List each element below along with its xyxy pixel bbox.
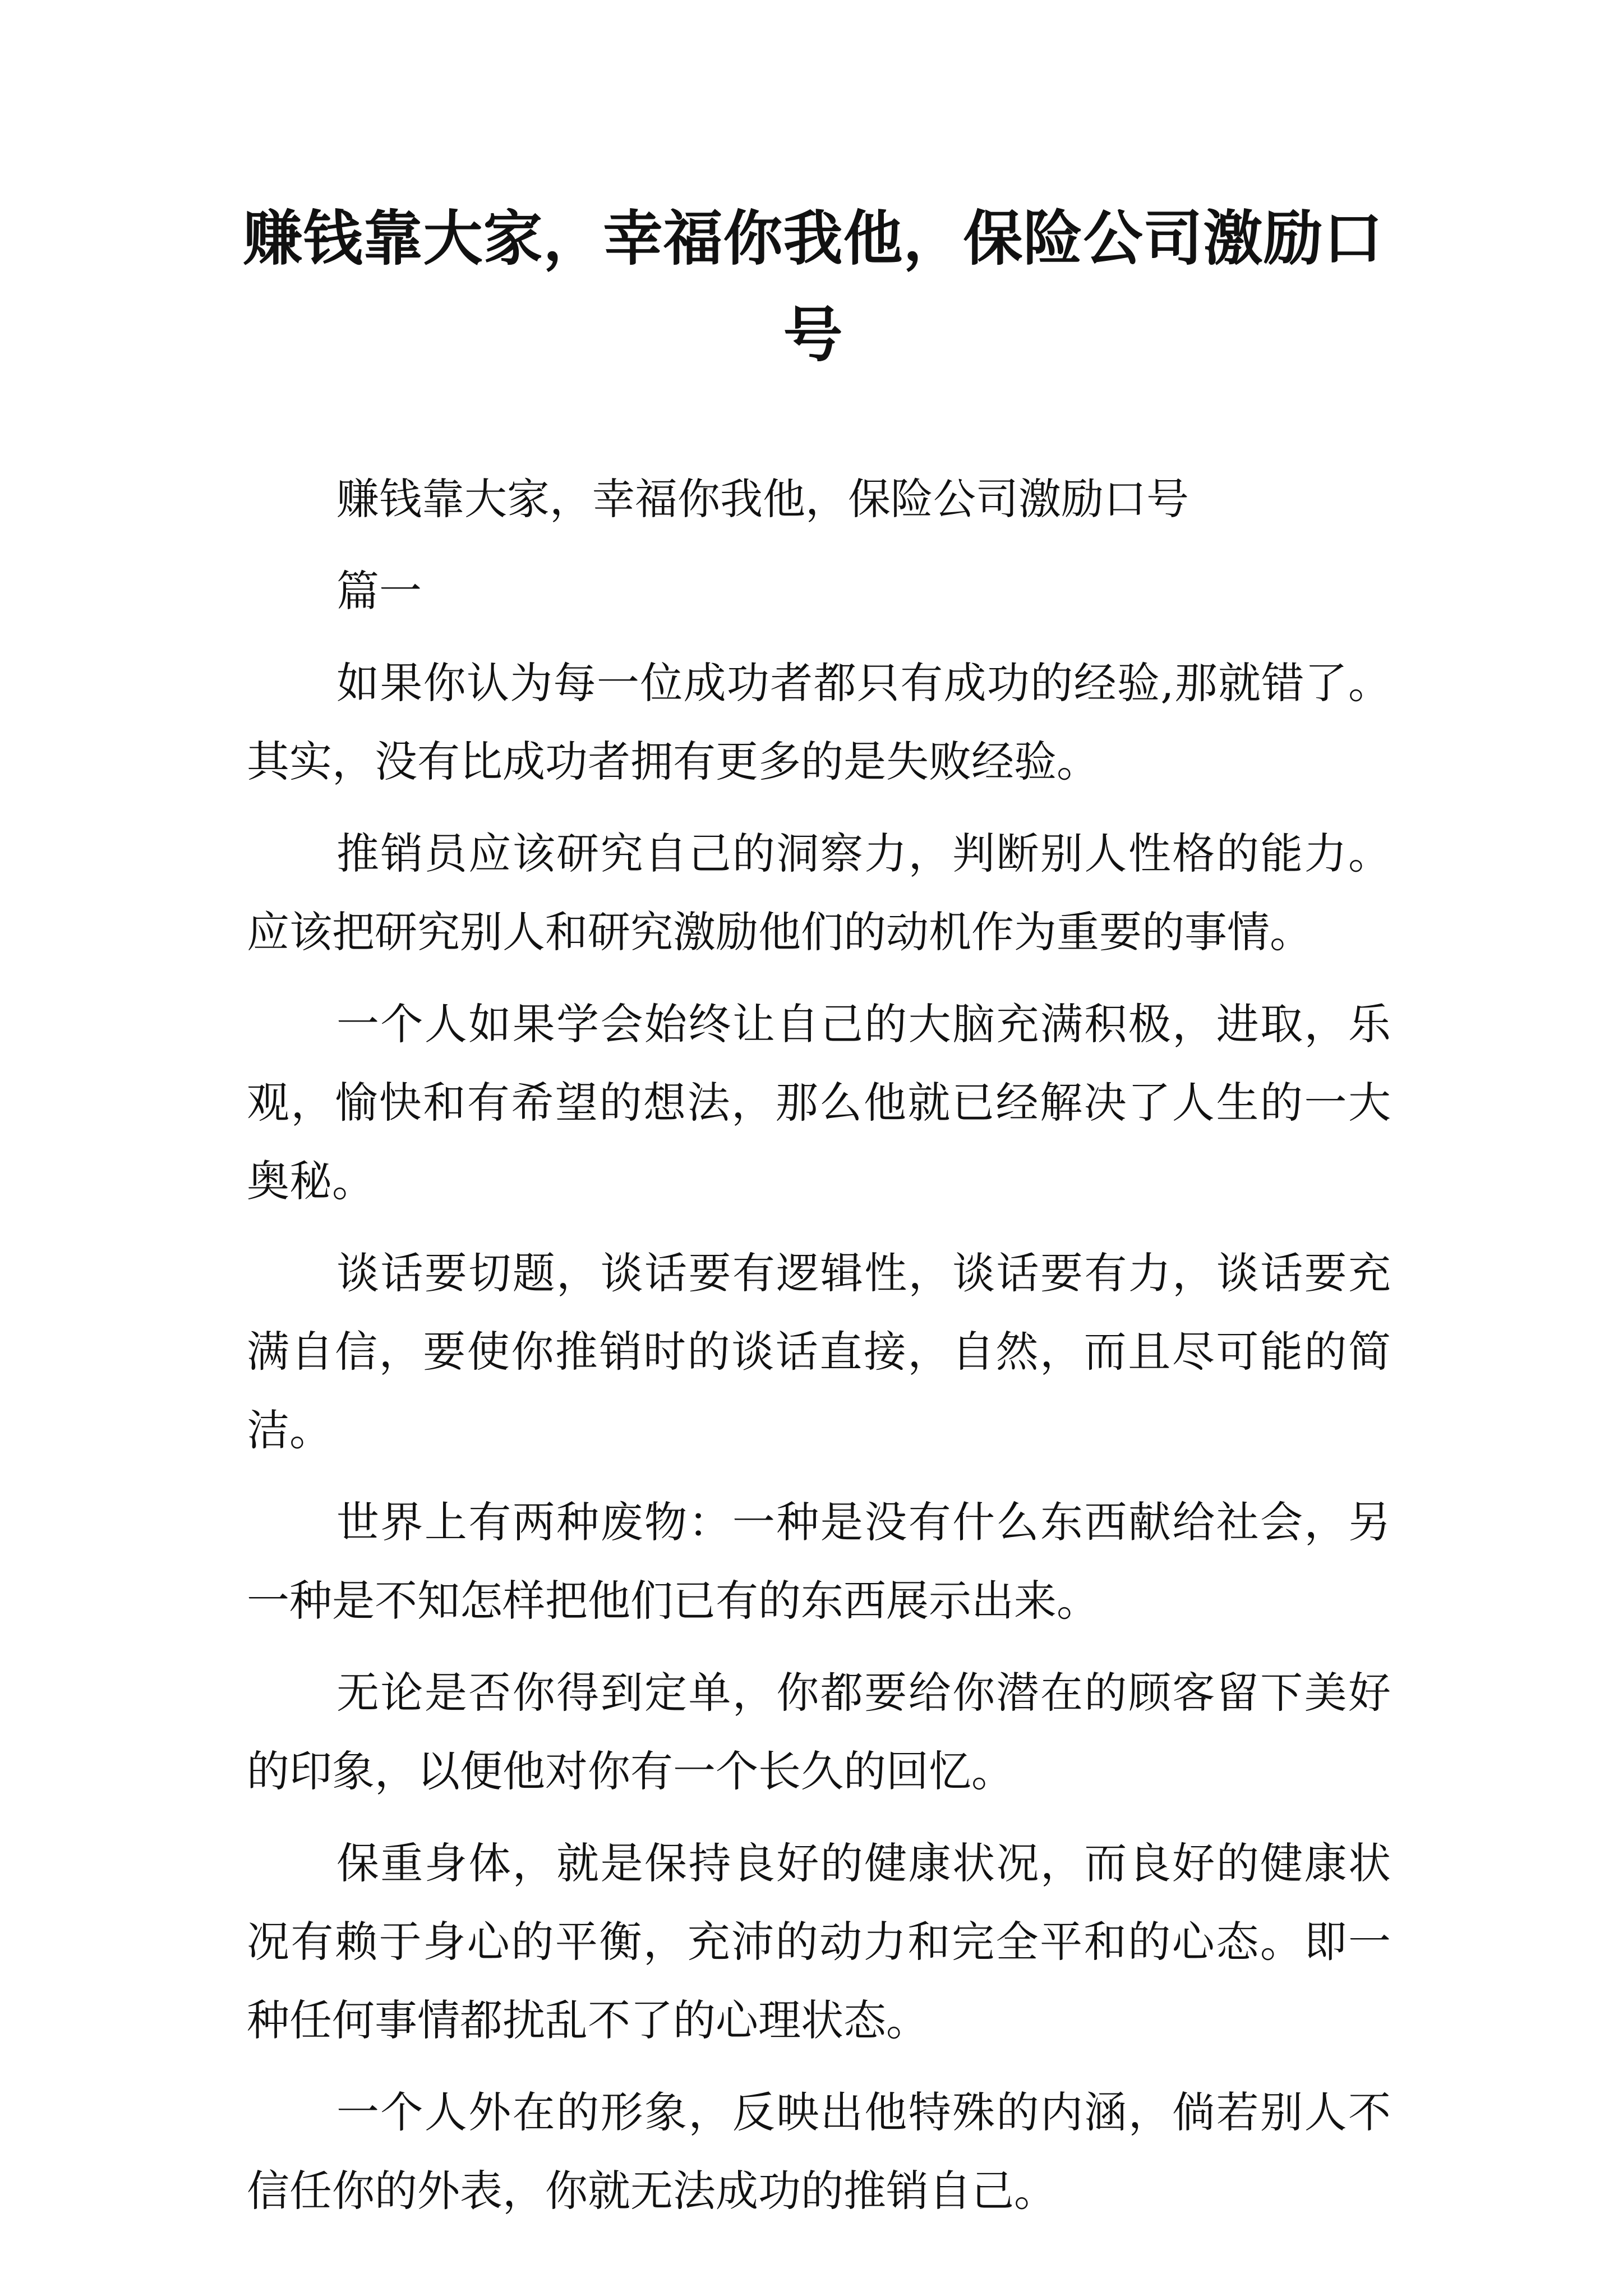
paragraph: 推销员应该研究自己的洞察力，判断别人性格的能力。应该把研究别人和研究激励他们的动机作为重要的事情。 (247, 829, 1391, 957)
paragraph: 一个人如果学会始终让自己的大脑充满积极，进取，乐观，愉快和有希望的想法，那么他就已经解决了人生的一大奥秘。 (247, 999, 1391, 1206)
paragraph: 无论是否你得到定单，你都要给你潜在的顾客留下美好的印象，以便他对你有一个长久的回忆。 (247, 1668, 1391, 1796)
paragraph: 世界上有两种废物：一种是没有什么东西献给社会，另一种是不知怎样把他们已有的东西展示出来。 (247, 1497, 1391, 1626)
paragraph: 保重身体，就是保持良好的健康状况，而良好的健康状况有赖于身心的平衡，充沛的动力和完全平和的心态。即一种任何事情都扰乱不了的心理状态。 (247, 1838, 1391, 2045)
document-title: 赚钱靠大家，幸福你我他，保险公司激励口号 (243, 204, 1384, 370)
document-body (247, 460, 1391, 2244)
paragraph: 如果你认为每一位成功者都只有成功的经验,那就错了。其实，没有比成功者拥有更多的是失败经验。 (247, 658, 1391, 786)
paragraph: 赚钱靠大家，幸福你我他，保险公司激励口号 (336, 474, 1189, 524)
paragraph: 篇一 (336, 566, 422, 616)
paragraph: 一个人外在的形象，反映出他特殊的内涵，倘若别人不信任你的外表，你就无法成功的推销自己。 (247, 2087, 1391, 2216)
paragraph: 谈话要切题，谈话要有逻辑性，谈话要有力，谈话要充满自信，要使你推销时的谈话直接，自然，而且尽可能的简洁。 (247, 1248, 1391, 1455)
